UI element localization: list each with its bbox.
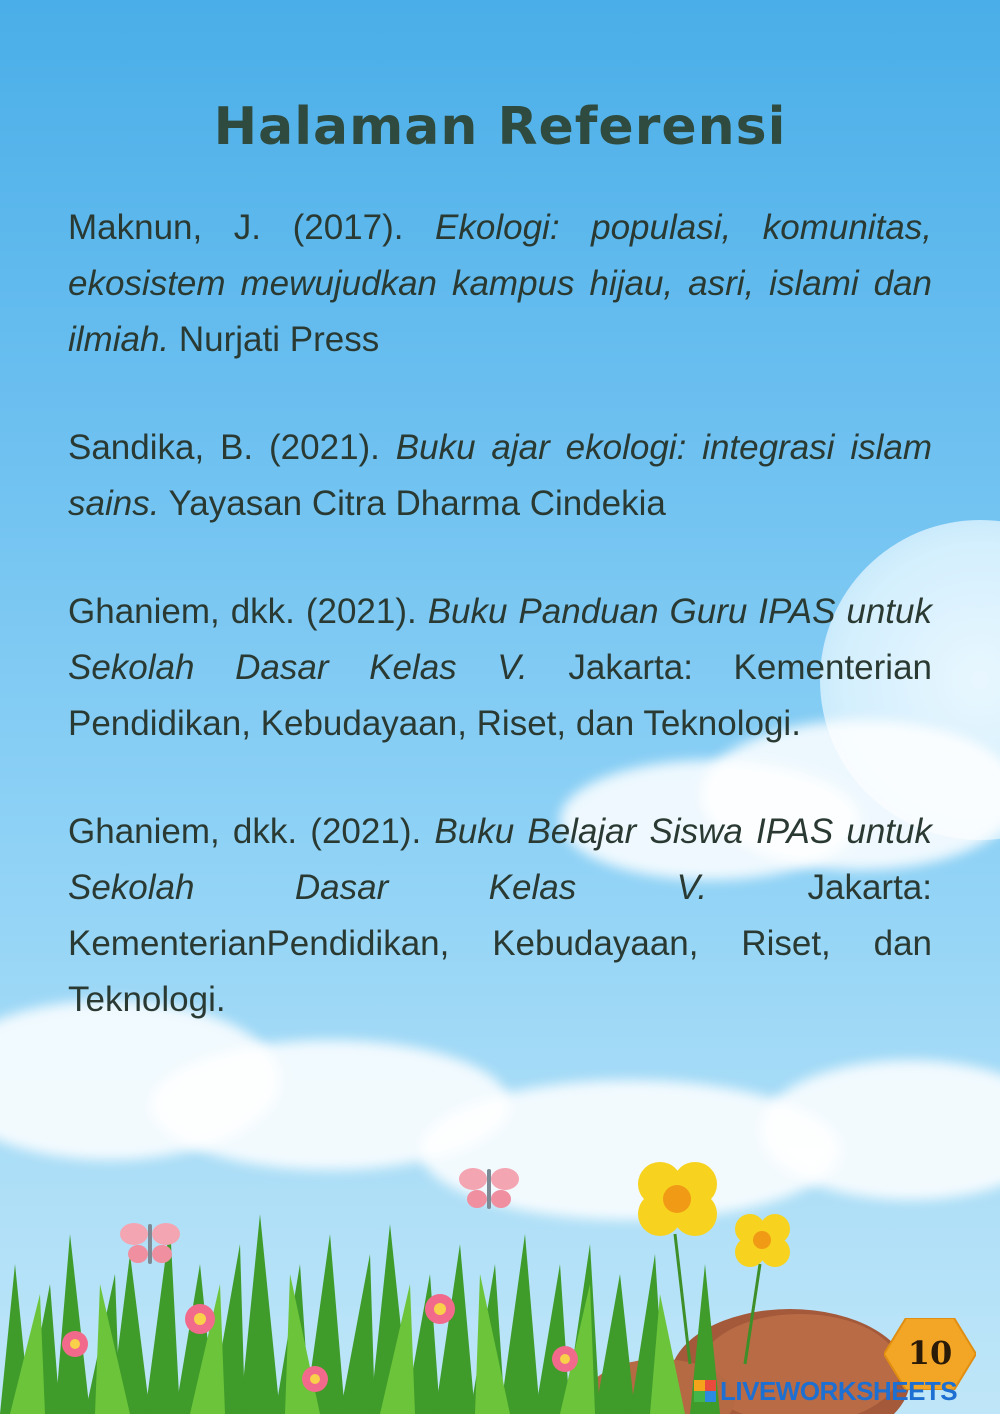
reference-title: Buku Panduan Guru IPAS untuk Sekolah Dasar Kelas V. bbox=[68, 592, 932, 687]
reference-title: Buku ajar ekologi: integrasi islam sains. bbox=[68, 428, 932, 523]
pink-flower-icon bbox=[185, 1304, 215, 1334]
watermark-text: LIVEWORKSHEETS bbox=[720, 1375, 958, 1406]
reference-publisher: Jakarta: KementerianPendidikan, Kebudayaan, Riset, dan Teknologi. bbox=[68, 868, 932, 1019]
reference-author: Sandika, B. (2021). bbox=[68, 428, 396, 467]
pink-flower-icon bbox=[552, 1346, 578, 1372]
pink-flower-icon bbox=[62, 1331, 88, 1357]
reference-publisher: Yayasan Citra Dharma Cindekia bbox=[159, 484, 666, 523]
pink-flower-icon bbox=[425, 1294, 455, 1324]
reference-title: Buku Belajar Siswa IPAS untuk Sekolah Dasar Kelas V. bbox=[68, 812, 933, 907]
reference-list bbox=[68, 200, 932, 1080]
reference-author: Ghaniem, dkk. (2021). bbox=[68, 812, 435, 851]
yellow-flower-icon bbox=[638, 1162, 717, 1236]
reference-item bbox=[68, 200, 932, 368]
meadow-illustration bbox=[0, 1114, 1000, 1414]
reference-title: Ekologi: populasi, komunitas, ekosistem mewujudkan kampus hijau, asri, islami dan ilmiah. bbox=[68, 208, 932, 359]
reference-publisher: Nurjati Press bbox=[169, 320, 380, 359]
reference-author: Ghaniem, dkk. (2021). bbox=[68, 592, 428, 631]
liveworksheets-watermark bbox=[694, 1376, 957, 1406]
page-title: Halaman Referensi bbox=[213, 96, 787, 157]
liveworksheets-logo-icon bbox=[694, 1380, 716, 1402]
page-number: 10 bbox=[907, 1334, 953, 1372]
yellow-flower-icon bbox=[735, 1214, 790, 1267]
butterfly-icon bbox=[459, 1168, 519, 1209]
pink-flower-icon bbox=[302, 1366, 328, 1392]
reference-author: Maknun, J. (2017). bbox=[68, 208, 436, 247]
reference-item bbox=[68, 584, 932, 752]
reference-item bbox=[68, 420, 932, 532]
butterfly-icon bbox=[120, 1223, 180, 1264]
reference-publisher: Jakarta: Kementerian Pendidikan, Kebudayaan, Riset, dan Teknologi. bbox=[68, 648, 932, 743]
reference-item bbox=[68, 804, 932, 1028]
